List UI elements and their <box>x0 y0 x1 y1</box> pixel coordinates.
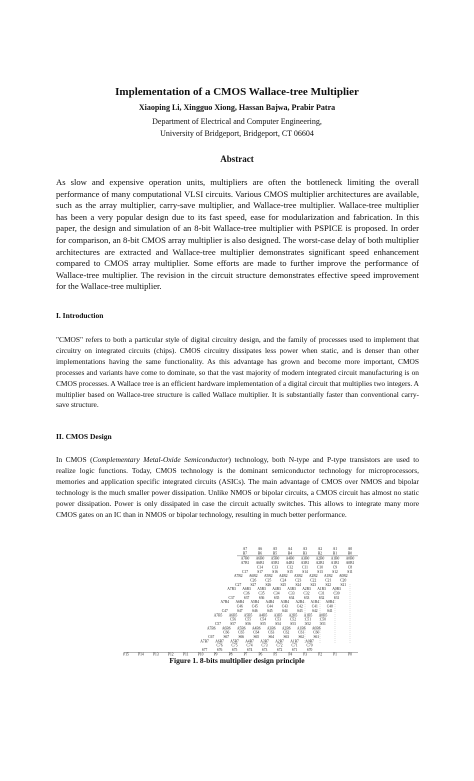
partial-term: A5B1 <box>270 561 280 566</box>
partial-term: C62 <box>283 630 290 635</box>
product-bit: P14 <box>138 652 144 657</box>
partial-term: C70 <box>306 643 313 648</box>
partial-term: C60 <box>313 630 320 635</box>
partial-term: S71 <box>291 648 298 653</box>
partial-term: A3B3 <box>287 587 296 592</box>
partial-term: A6B1 <box>255 561 265 566</box>
partial-term: A0B0 <box>345 556 355 561</box>
partial-term: S34 <box>288 595 295 600</box>
partial-term: S23 <box>310 582 317 587</box>
multiplier-bit: B7 <box>242 551 248 556</box>
partial-term: C45 <box>251 604 258 609</box>
partial-term: A1B4 <box>310 600 320 605</box>
partial-term: C44 <box>266 604 273 609</box>
section-text-cmos-design: In CMOS (Complementary Metal-Oxide Semiconductor) technology, both N-type and P-type transistors are used to realize logic functions. Today, CMOS technology is the dominant semiconductor technology for microprocessors, memories and application specific integrated circuits (ASICs). The main advantage of CMOS over NMOS and bipolar technology is the much smaller power dissipation. Unlike NMOS or bipolar circuits, a CMOS circuit has almost no static power dissipation. Power is only dissipated in case the circuit actually switches. This allows to integrate many more CMOS gates on an IC than in NMOS or bipolar technology, resulting in much better performance. <box>56 455 420 519</box>
partial-term: C25 <box>265 578 272 583</box>
partial-term: S14 <box>302 569 308 574</box>
emphasized-term: Complementary Metal-Oxide Semiconductor <box>92 455 229 464</box>
partial-term: S53 <box>290 621 296 626</box>
partial-term: S61 <box>313 635 320 639</box>
partial-term: A3B2 <box>293 574 303 579</box>
partial-term: A5B7 <box>230 639 239 644</box>
partial-term: S57 <box>230 621 236 626</box>
partial-term: A4B3 <box>272 587 281 592</box>
partial-term: C12 <box>287 565 293 570</box>
section-heading-introduction: I. Introduction <box>56 311 104 320</box>
partial-term: A4B6 <box>251 626 261 631</box>
partial-term: S44 <box>281 608 288 613</box>
author-list: Xiaoping Li, Xingguo Xiong, Hassan Bajwa, Prabir Patra <box>138 103 336 112</box>
partial-term: C40 <box>326 604 333 609</box>
partial-term: S74 <box>246 648 253 653</box>
product-bit: P6 <box>258 652 263 657</box>
partial-term: A0B3 <box>332 587 341 592</box>
partial-term: C9 <box>332 565 338 570</box>
partial-term: A7B7 <box>200 639 209 644</box>
partial-term: C65 <box>238 630 245 635</box>
partial-term: C35 <box>258 591 265 596</box>
partial-term: S52 <box>305 621 311 626</box>
product-bit: P5 <box>273 652 278 657</box>
partial-term: S12 <box>332 569 338 574</box>
partial-term: C21 <box>325 578 332 583</box>
partial-term: C37 <box>228 595 235 600</box>
abstract-text: As slow and expensive operation units, multipliers are often the bottleneck limiting the overall performance of many computational VLSI circuits. Various CMOS multiplier architectures are available, such as the array multiplier, carry-save multiplier, and Wallace-tree multiplier. Wallace-tree multiplier has been a very popular design due to its fast speed, ease for modularization and fabrication. In this paper, the design and simulation of an 8-bit Wallace-tree multiplier with PSPICE is proposed. In order for comparison, an 8-bit CMOS array multiplier is also designed. The worst-case delay of both multiplier architectures are extracted and Wallace-tree multiplier demonstrates significant speed enhancement compared to CMOS array multiplier. Some efforts are made to further improve the performance of Wallace-tree multiplier. The revision in the circuit structure demonstrates effective speed improvement for the Wallace-tree multiplier. <box>56 177 419 292</box>
product-bit: P9 <box>213 652 218 657</box>
multiplier-bit: B1 <box>332 551 338 556</box>
partial-term: A3B4 <box>280 600 290 605</box>
partial-term: C53 <box>275 617 281 622</box>
partial-term: S45 <box>266 608 273 613</box>
partial-term: S15 <box>287 569 293 574</box>
product-bit: P15 <box>123 652 129 657</box>
partial-term: A5B0 <box>270 556 280 561</box>
partial-term: A7B2 <box>233 574 243 579</box>
partial-term: S25 <box>280 582 287 587</box>
section-heading-cmos-design: II. CMOS Design <box>56 432 112 441</box>
partial-term: S26 <box>265 582 272 587</box>
partial-term: A4B5 <box>258 613 268 618</box>
partial-term: S76 <box>216 648 223 653</box>
multiplier-bit: B2 <box>317 551 323 556</box>
partial-term: C33 <box>288 591 295 596</box>
multiplier-bit: B5 <box>272 551 278 556</box>
partial-term: C71 <box>291 643 298 648</box>
partial-term: A0B7 <box>305 639 314 644</box>
partial-term: A7B0 <box>240 556 250 561</box>
partial-term: C11 <box>302 565 308 570</box>
partial-term: C67 <box>208 635 215 639</box>
partial-term: S65 <box>253 635 260 639</box>
paper-title: Implementation of a CMOS Wallace-tree Multiplier <box>115 86 359 98</box>
partial-term: S43 <box>296 608 303 613</box>
partial-term: S55 <box>260 621 266 626</box>
multiplier-diagram <box>118 544 358 657</box>
partial-term: C50 <box>320 617 326 622</box>
product-bit: P4 <box>288 652 293 657</box>
multiplier-bit: B4 <box>287 551 293 556</box>
partial-term: C22 <box>310 578 317 583</box>
partial-term: S73 <box>261 648 268 653</box>
partial-term: C20 <box>340 578 347 583</box>
partial-term: A7B1 <box>240 561 250 566</box>
multiplier-bit: B3 <box>302 551 308 556</box>
multiplier-bit: B6 <box>257 551 263 556</box>
product-bit: P13 <box>153 652 159 657</box>
partial-term: S41 <box>326 608 333 613</box>
partial-term: S33 <box>303 595 310 600</box>
partial-term: A1B3 <box>317 587 326 592</box>
product-bit: P7 <box>243 652 248 657</box>
partial-term: C56 <box>230 617 236 622</box>
partial-term: C47 <box>221 608 228 613</box>
partial-term: C64 <box>253 630 260 635</box>
multiplicand-bit: A0 <box>347 547 353 551</box>
partial-term: S46 <box>251 608 258 613</box>
partial-term: C31 <box>318 591 325 596</box>
abstract-heading: Abstract <box>220 154 254 164</box>
partial-term: A4B1 <box>285 561 295 566</box>
partial-term: A2B6 <box>281 626 291 631</box>
partial-term: C23 <box>295 578 302 583</box>
partial-term: C17 <box>242 569 248 574</box>
partial-term: S75 <box>231 648 238 653</box>
partial-term: S42 <box>311 608 318 613</box>
partial-term: C61 <box>298 630 305 635</box>
partial-term: A1B2 <box>323 574 333 579</box>
product-bit: P12 <box>168 652 174 657</box>
partial-term: C63 <box>268 630 275 635</box>
partial-term: S63 <box>283 635 290 639</box>
partial-term: C24 <box>280 578 287 583</box>
partial-term: A2B7 <box>275 639 284 644</box>
product-bit: P2 <box>318 652 323 657</box>
partial-term: C34 <box>273 591 280 596</box>
partial-term: A1B5 <box>303 613 313 618</box>
partial-term: C51 <box>305 617 311 622</box>
partial-term: A4B0 <box>285 556 295 561</box>
partial-term: A0B1 <box>345 561 355 566</box>
partial-term: S70 <box>306 648 313 653</box>
partial-term: S64 <box>268 635 275 639</box>
multiplier-bit: B0 <box>347 551 353 556</box>
partial-term: S11 <box>347 569 353 574</box>
partial-term: C26 <box>250 578 257 583</box>
figure-caption: Figure 1. 8-bits multiplier design principle <box>169 656 305 665</box>
partial-term: A2B3 <box>302 587 311 592</box>
partial-term: A7B5 <box>213 613 223 618</box>
partial-term: A2B1 <box>315 561 325 566</box>
partial-term: C10 <box>317 565 323 570</box>
partial-term: C75 <box>231 643 238 648</box>
multiplicand-bit: A4 <box>287 547 293 551</box>
partial-term: A0B5 <box>318 613 328 618</box>
partial-term: S31 <box>333 595 340 600</box>
partial-term: S13 <box>317 569 323 574</box>
section-text-introduction: "CMOS" refers to both a particular style of digital circuitry design, and the family of processes used to implement that circuitry on integrated circuits (chips). CMOS circuitry dissipates less power when static, and is denser than other implementations having the same functionality. As this advantage has grown and become more important, CMOS processes and variants have come to dominate, so that the vast majority of modern integrated circuit manufacturing is on CMOS processes. A Wallace tree is an efficient hardware implementation of a digital circuit that multiplies two integers. A multiplier based on Wallace-tree structure is called Wallace multiplier. It is substantially faster than conventional carry-save structure. <box>56 335 419 410</box>
partial-term: A1B1 <box>330 561 340 566</box>
partial-term: C36 <box>243 591 250 596</box>
partial-term: A6B2 <box>248 574 258 579</box>
partial-term: A3B0 <box>300 556 310 561</box>
partial-term: A6B5 <box>228 613 238 618</box>
partial-term: S56 <box>245 621 251 626</box>
multiplicand-bit: A6 <box>257 547 263 551</box>
partial-term: C55 <box>245 617 251 622</box>
partial-term: A3B5 <box>273 613 283 618</box>
multiplicand-bit: A3 <box>302 547 308 551</box>
partial-term: C66 <box>223 630 230 635</box>
product-bit: P3 <box>303 652 308 657</box>
partial-term: A4B4 <box>265 600 275 605</box>
product-bit: P11 <box>182 652 189 657</box>
partial-term: S66 <box>238 635 245 639</box>
partial-term: A3B7 <box>260 639 269 644</box>
multiplicand-bit: A1 <box>332 547 338 551</box>
partial-term: A7B4 <box>220 600 230 605</box>
partial-term: C46 <box>236 604 243 609</box>
partial-term: S77 <box>201 648 208 653</box>
partial-term: S36 <box>258 595 265 600</box>
partial-term: A6B0 <box>255 556 265 561</box>
partial-term: S22 <box>325 582 332 587</box>
partial-term: A5B4 <box>250 600 260 605</box>
product-bit: P0 <box>348 652 352 657</box>
partial-term: A1B6 <box>296 626 306 631</box>
affiliation-line-2: University of Bridgeport, Bridgeport, CT 06604 <box>160 129 314 138</box>
partial-term: A3B6 <box>266 626 276 631</box>
partial-term: S32 <box>318 595 325 600</box>
multiplicand-bit: A2 <box>317 547 323 551</box>
partial-term: C54 <box>260 617 266 622</box>
partial-term: C27 <box>235 582 242 587</box>
partial-term: S67 <box>223 635 230 639</box>
partial-term: A4B7 <box>245 639 254 644</box>
partial-term: C57 <box>215 621 221 626</box>
partial-term: S21 <box>340 582 347 587</box>
partial-term: S24 <box>295 582 302 587</box>
partial-term: A4B2 <box>278 574 288 579</box>
partial-term: S72 <box>276 648 283 653</box>
partial-term: A5B3 <box>257 587 266 592</box>
partial-term: C43 <box>281 604 288 609</box>
partial-term: C14 <box>257 565 263 570</box>
partial-term: S54 <box>275 621 281 626</box>
partial-term: A6B7 <box>215 639 224 644</box>
partial-term: A2B5 <box>288 613 298 618</box>
partial-term: A5B2 <box>263 574 273 579</box>
product-bit: P1 <box>333 652 337 657</box>
partial-term: A6B4 <box>235 600 245 605</box>
partial-term: C76 <box>216 643 223 648</box>
partial-term: C41 <box>311 604 318 609</box>
partial-term: A3B1 <box>300 561 310 566</box>
partial-term: A5B6 <box>236 626 246 631</box>
partial-term: S35 <box>273 595 280 600</box>
partial-term: A2B2 <box>308 574 318 579</box>
multiplicand-bit: A7 <box>242 547 248 551</box>
partial-term: C73 <box>261 643 268 648</box>
partial-term: C8 <box>347 565 353 570</box>
partial-term: A6B6 <box>221 626 231 631</box>
partial-term: A2B4 <box>295 600 305 605</box>
partial-term: C13 <box>272 565 278 570</box>
partial-term: S27 <box>250 582 257 587</box>
partial-term: A0B2 <box>338 574 348 579</box>
partial-term: S47 <box>236 608 243 613</box>
partial-term: A5B5 <box>243 613 253 618</box>
partial-term: S17 <box>257 569 263 574</box>
affiliation-line-1: Department of Electrical and Computer Engineering, <box>152 117 322 126</box>
partial-term: A1B0 <box>330 556 340 561</box>
partial-term: A2B0 <box>315 556 325 561</box>
partial-term: C42 <box>296 604 303 609</box>
partial-term: S37 <box>243 595 250 600</box>
partial-term: A7B3 <box>227 587 236 592</box>
product-bit: P8 <box>228 652 233 657</box>
partial-term: A0B6 <box>311 626 321 631</box>
partial-term: C32 <box>303 591 310 596</box>
partial-term: C30 <box>333 591 340 596</box>
partial-term: S51 <box>320 621 326 626</box>
partial-term: A1B7 <box>290 639 299 644</box>
product-bit: P10 <box>197 652 204 657</box>
partial-term: S62 <box>298 635 305 639</box>
partial-term: S16 <box>272 569 278 574</box>
partial-term: C52 <box>290 617 296 622</box>
partial-term: A0B4 <box>325 600 335 605</box>
partial-term: C72 <box>276 643 283 648</box>
multiplicand-bit: A5 <box>272 547 278 551</box>
partial-term: A7B6 <box>206 626 216 631</box>
partial-term: C74 <box>246 643 253 648</box>
partial-term: A6B3 <box>242 587 251 592</box>
